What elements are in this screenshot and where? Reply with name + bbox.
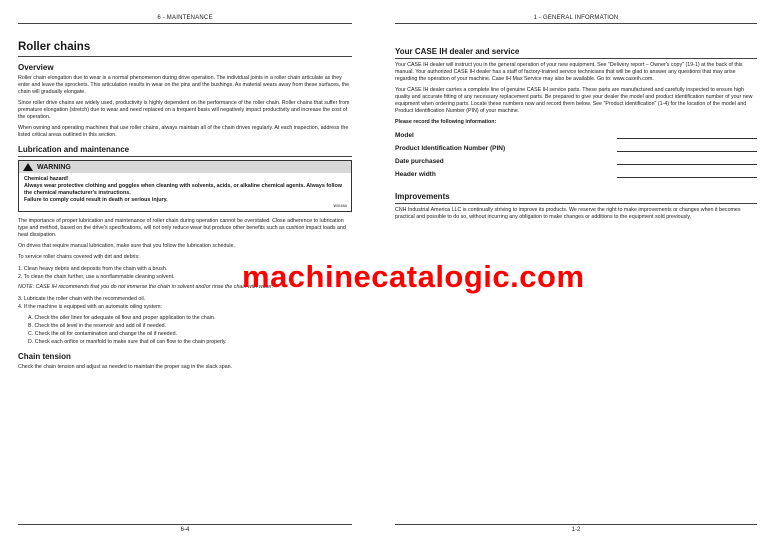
list-item: 3. Lubricate the roller chain with the recommended oil. bbox=[18, 296, 146, 302]
record-blank-line[interactable] bbox=[617, 137, 757, 139]
warning-code: W0165A bbox=[333, 204, 347, 208]
warning-label: WARNING bbox=[37, 163, 71, 171]
dealer-heading: Your CASE IH dealer and service bbox=[395, 47, 757, 59]
overview-paragraph-3: When owning and operating machines that use roller chains, always maintain all of the chain drives regularly. At each inspection, address the listed critical areas outlined in this section. bbox=[18, 125, 349, 138]
watermark-text: machinecatalogic.com bbox=[242, 259, 585, 294]
record-blank-line[interactable] bbox=[617, 163, 757, 165]
list-item: B. Check the oil level in the reservoir and add oil if needed. bbox=[28, 323, 167, 329]
lubrication-paragraph-1: The importance of proper lubrication and maintenance of roller chain during operation cannot be overstated. Close adherence to lubrication type and method, based on the drive's specifications, will not only reduce wear but produce other benefits such as cushion impact loads and heat dissipation. bbox=[18, 218, 346, 238]
record-form bbox=[395, 132, 757, 178]
improvements-heading: Improvements bbox=[395, 192, 757, 204]
lubrication-heading: Lubrication and maintenance bbox=[18, 145, 352, 157]
chain-tension-heading: Chain tension bbox=[18, 352, 71, 361]
overview-paragraph-2: Since roller drive chains are widely used, productivity is highly dependent on the performance of the roller chain. Roller chains that suffer from premature elongation (stretch) due to wear and need replaced on a frequent basis will negatively impact productivity and increase the cost of the operation. bbox=[18, 100, 350, 120]
warning-line-3: Failure to comply could result in death or serious injury. bbox=[24, 197, 168, 203]
lubrication-paragraph-2: On drives that require manual lubrication, make sure that you follow the lubrication schedule. bbox=[18, 243, 235, 249]
record-label: Header width bbox=[395, 171, 436, 178]
record-row bbox=[395, 145, 757, 152]
warning-line-1: Chemical hazard! bbox=[24, 176, 69, 182]
section-title: Roller chains bbox=[18, 41, 352, 57]
warning-triangle-icon bbox=[23, 163, 33, 171]
chain-tension-paragraph: Check the chain tension and adjust as needed to maintain the proper sag in the slack span. bbox=[18, 364, 233, 370]
record-prompt: Please record the following information: bbox=[395, 119, 497, 125]
record-row bbox=[395, 132, 757, 139]
right-page-content bbox=[395, 41, 757, 225]
record-blank-line[interactable] bbox=[617, 150, 757, 152]
warning-header bbox=[19, 161, 351, 173]
record-row bbox=[395, 158, 757, 165]
note-text: NOTE: CASE IH recommends that you do not immerse the chain in solvent and/or rinse the chain with water. bbox=[18, 284, 274, 290]
record-row bbox=[395, 171, 757, 178]
overview-heading: Overview bbox=[18, 63, 54, 72]
record-label: Product Identification Number (PIN) bbox=[395, 145, 506, 152]
oiling-substeps bbox=[18, 314, 352, 346]
list-item: 4. If the machine is equipped with an automatic oiling system: bbox=[18, 304, 162, 310]
record-label: Model bbox=[395, 132, 414, 139]
warning-line-2: Always wear protective clothing and goggles when cleaning with solvents, acids, or alkaline chemical agents. Always follow the chemical manufacturer's instructions. bbox=[24, 183, 342, 196]
overview-paragraph-1: Roller chain elongation due to wear is a normal phenomenon during drive operation. The individual joints in a roller chain articulate as they enter and leave the sprockets. This articulation results in wear on the pins and the bushings. As material wears away from these surfaces, the chain will gradually elongate. bbox=[18, 75, 350, 95]
list-item: 2. To clean the chain further, use a nonflammable cleaning solvent. bbox=[18, 274, 175, 280]
record-blank-line[interactable] bbox=[617, 176, 757, 178]
service-steps-continued bbox=[18, 295, 352, 311]
lubrication-paragraph-3: To service roller chains covered with dirt and debris: bbox=[18, 254, 140, 260]
dealer-paragraph-1: Your CASE IH dealer will instruct you in the general operation of your new equipment. See "Delivery report – Owner's copy" (19-1) at the back of this manual. Your authorized CASE IH dealer has a staff of factory-trained service technicians that will be glad to answer any questions that may arise regarding the operation of your machine. Case IH Max Service may also be available. Go to: www.caseih.com. bbox=[395, 62, 743, 82]
list-item: D. Check each orifice or manifold to make sure that oil can flow to the chain properly. bbox=[28, 339, 227, 345]
list-item: A. Check the oiler lines for adequate oil flow and proper application to the chain. bbox=[28, 315, 216, 321]
running-head: 1 - GENERAL INFORMATION bbox=[395, 15, 757, 24]
record-label: Date purchased bbox=[395, 158, 444, 165]
improvements-paragraph: CNH Industrial America LLC is continually striving to improve its products. We reserve the right to make improvements or changes when it becomes practical and possible to do so, without incurring any obligation to make changes or additions to the equipment sold previously. bbox=[395, 207, 741, 220]
list-item: 1. Clean heavy debris and deposits from the chain with a brush. bbox=[18, 266, 168, 272]
page-number: 1-2 bbox=[395, 524, 757, 533]
warning-box bbox=[18, 160, 352, 212]
page-number: 6-4 bbox=[18, 524, 352, 533]
dealer-paragraph-2: Your CASE IH dealer carries a complete line of genuine CASE IH service parts. These parts are manufactured and carefully inspected to ensure high quality and accurate fitting of any necessary replacement parts. Be prepared to give your dealer the model and product identification number of your new equipment when ordering parts. Locate these numbers now and record them below. See "Product identification" (1-4) for the location of the model and Product Identification Number (PIN) of your machine. bbox=[395, 87, 753, 114]
list-item: C. Check the oil for contamination and change the oil if needed. bbox=[28, 331, 177, 337]
running-head: 6 - MAINTENANCE bbox=[18, 15, 352, 24]
warning-body bbox=[19, 173, 351, 204]
left-page-content bbox=[18, 41, 352, 375]
